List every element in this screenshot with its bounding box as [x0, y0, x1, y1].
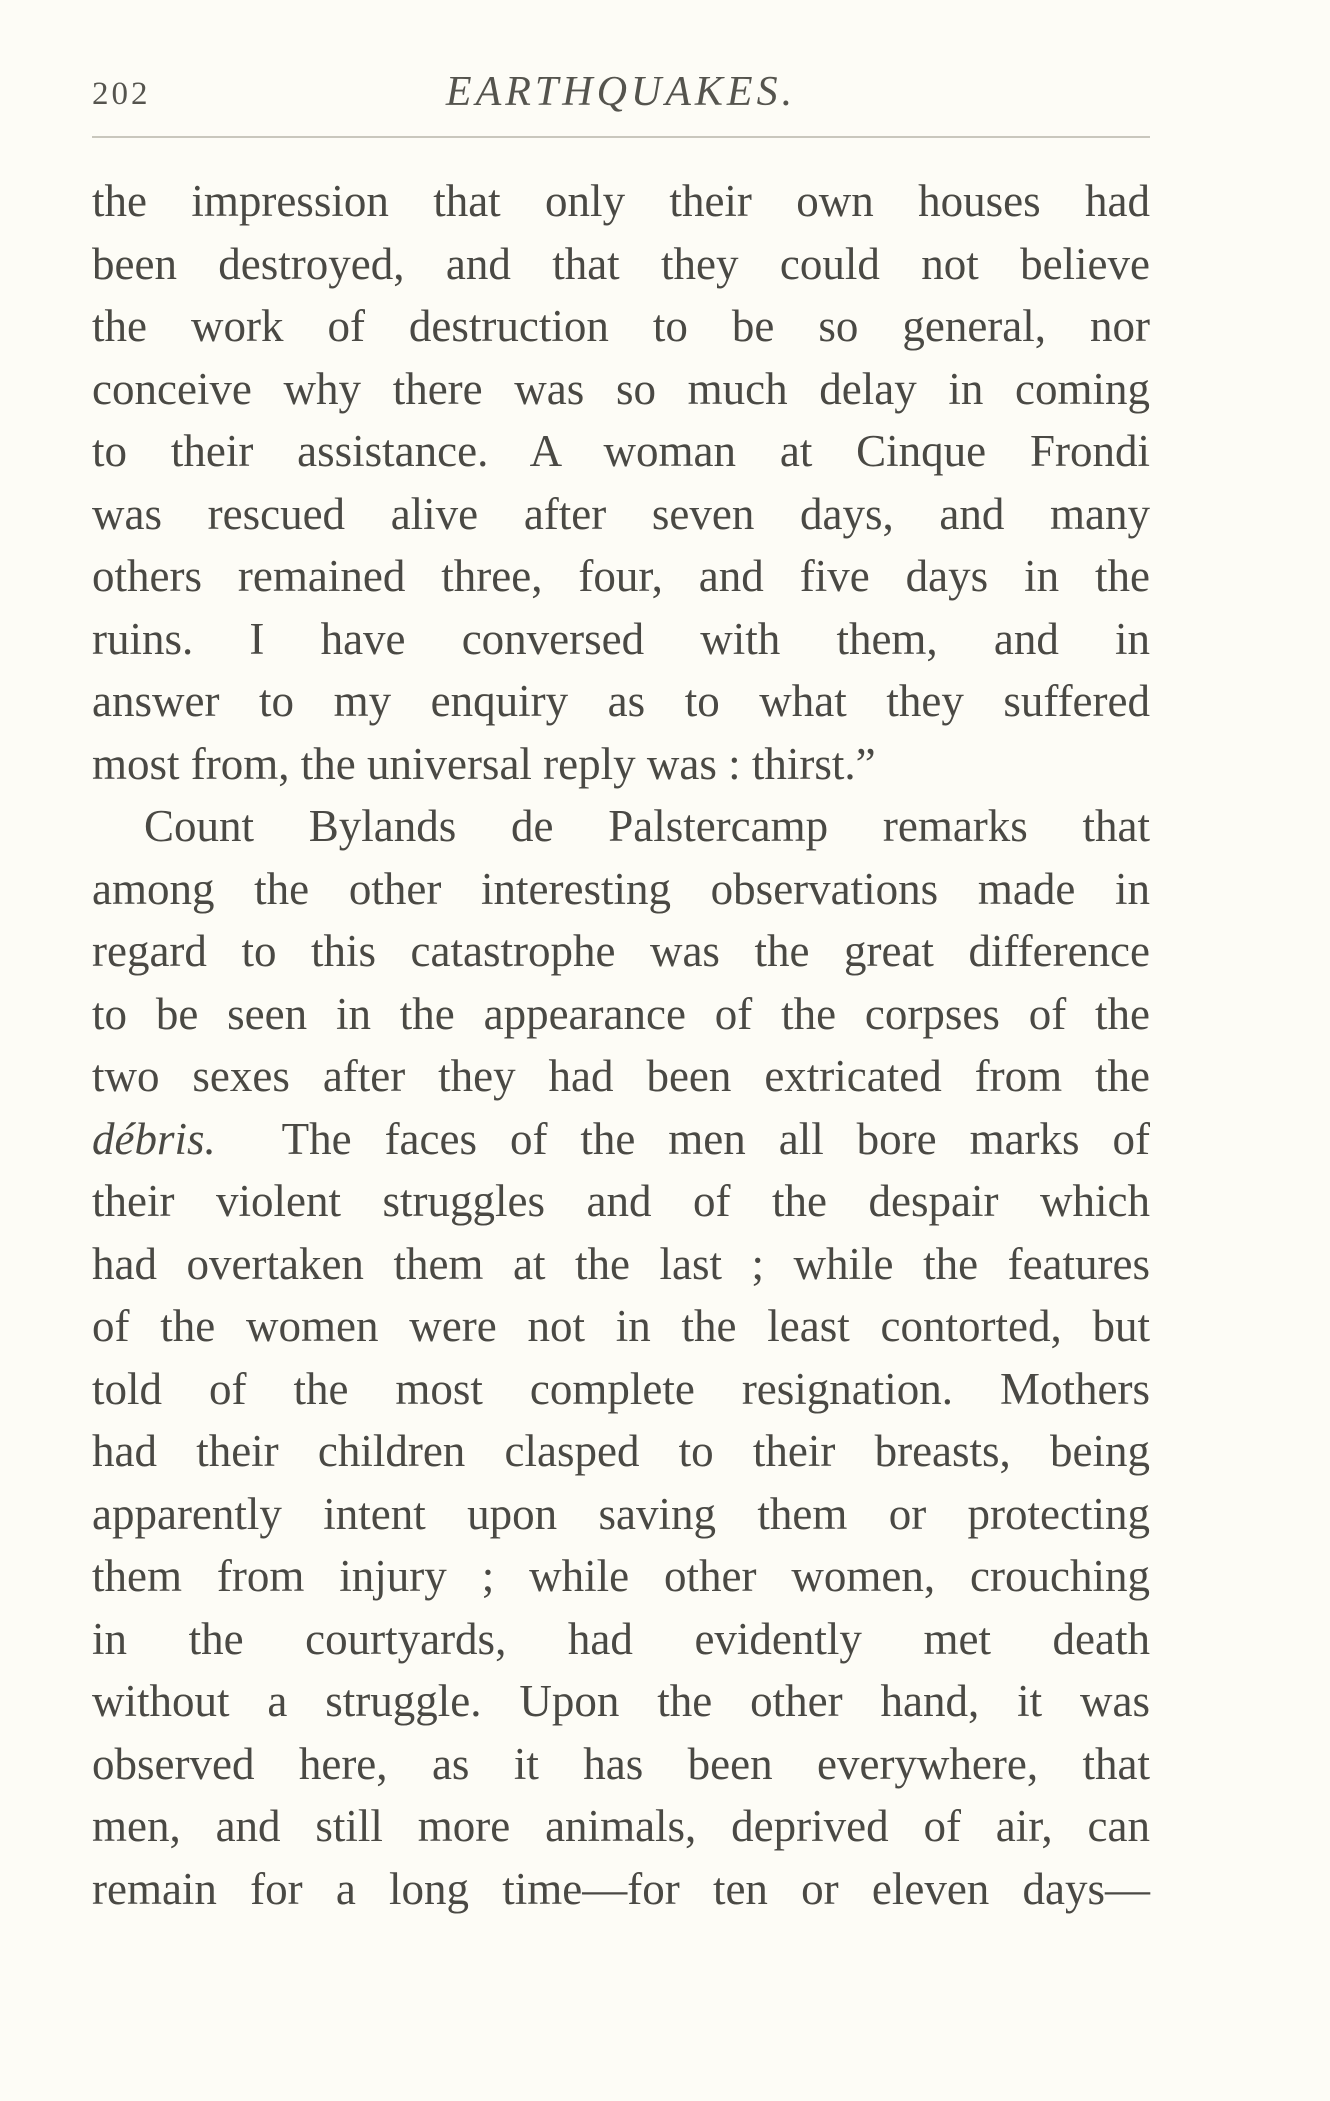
text-line: been destroyed, and that they could not believe — [92, 238, 1150, 289]
text-line: regard to this catastrophe was the great difference — [92, 926, 1150, 976]
text-line: answer to my enquiry as to what they suffered — [92, 676, 1150, 726]
text-line: men, and still more animals, deprived of air, can — [92, 1801, 1150, 1851]
page-number: 202 — [92, 76, 151, 112]
text-line: remain for a long time—for ten or eleven days— — [92, 1863, 1150, 1914]
text-line: observed here, as it has been everywhere, that — [92, 1738, 1150, 1789]
text-line: to be seen in the appearance of the corpses of the — [92, 988, 1150, 1039]
italic-word: débris. — [92, 1113, 216, 1164]
body-text — [92, 170, 1150, 1920]
text-line: without a struggle. Upon the other hand, it was — [92, 1676, 1150, 1726]
text-line: in the courtyards, had evidently met death — [92, 1613, 1150, 1664]
text-line: two sexes after they had been extricated from the — [92, 1051, 1150, 1101]
text-line: apparently intent upon saving them or protecting — [92, 1488, 1150, 1539]
text-line-with-italic — [92, 1108, 1150, 1171]
text-line: ruins. I have conversed with them, and in — [92, 613, 1150, 664]
header-rule — [92, 136, 1150, 138]
text-line: conceive why there was so much delay in coming — [92, 363, 1150, 414]
text-line: was rescued alive after seven days, and many — [92, 488, 1150, 539]
text-line-rest: The faces of the men all bore marks of — [281, 1113, 1150, 1164]
text-line: the impression that only their own houses had — [92, 176, 1150, 226]
text-line: the work of destruction to be so general, nor — [92, 301, 1150, 351]
running-head — [92, 62, 1150, 122]
text-line: most from, the universal reply was : thirst.” — [92, 738, 876, 789]
text-line: among the other interesting observations made in — [92, 863, 1150, 914]
text-line: to their assistance. A woman at Cinque Frondi — [92, 426, 1150, 476]
paragraph-start-line: Count Bylands de Palstercamp remarks that — [144, 801, 1150, 851]
text-line: had their children clasped to their breasts, being — [92, 1426, 1150, 1476]
text-line: of the women were not in the least contorted, but — [92, 1301, 1150, 1351]
text-line: others remained three, four, and five days in the — [92, 551, 1150, 601]
text-line: told of the most complete resignation. Mothers — [92, 1363, 1150, 1414]
text-line: had overtaken them at the last ; while the features — [92, 1238, 1150, 1289]
running-title: EARTHQUAKES. — [445, 69, 797, 115]
text-line: them from injury ; while other women, crouching — [92, 1551, 1150, 1601]
text-line: their violent struggles and of the despair which — [92, 1176, 1150, 1226]
